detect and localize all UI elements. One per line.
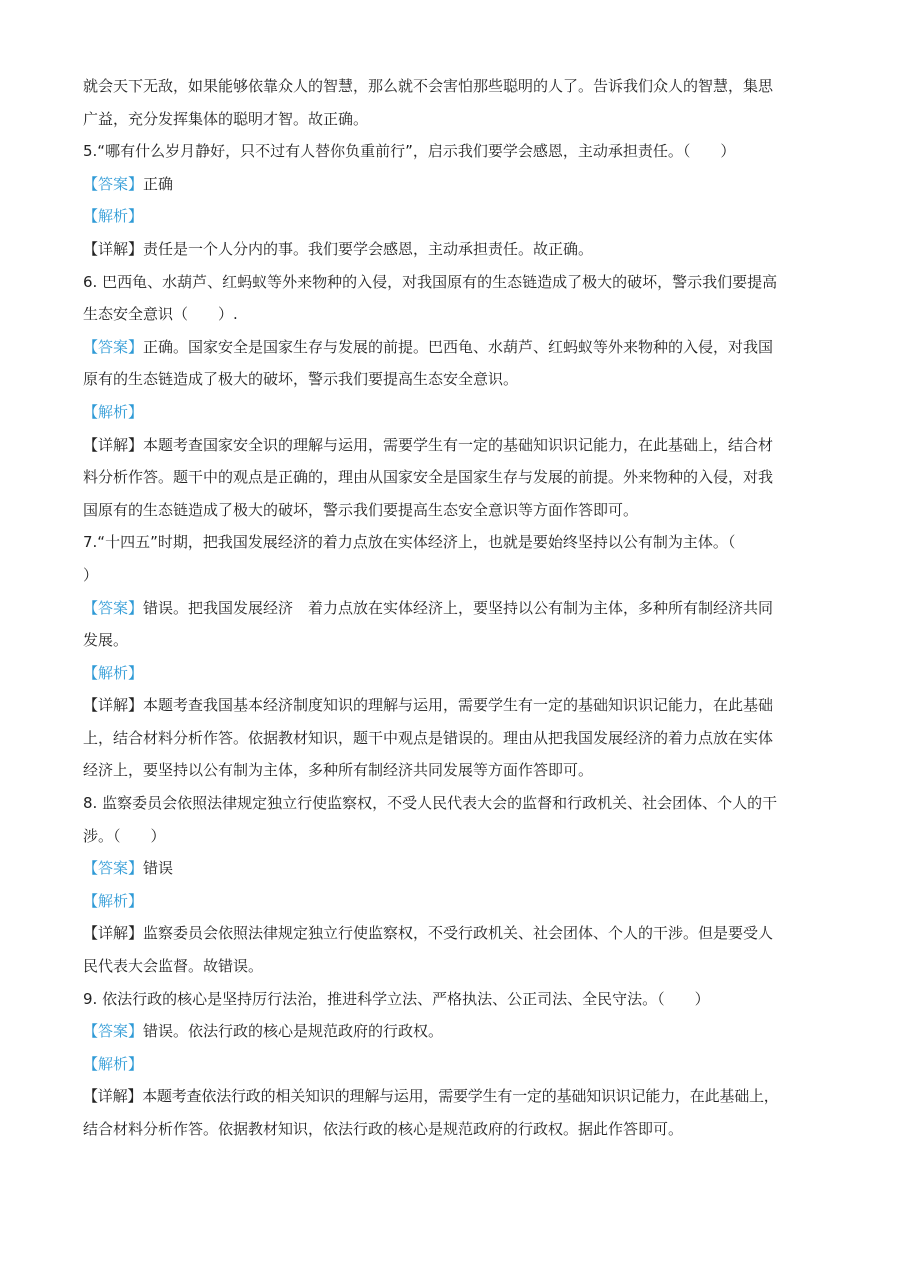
detail-6-cont: 料分析作答。题干中的观点是正确的，理由从国家安全是国家生存与发展的前提。外来物种的入侵，对我: [83, 468, 774, 487]
analysis-label: 【解析】: [83, 207, 144, 226]
question-8-cont: 涉。（ ）: [83, 826, 166, 845]
detail-label: 【详解】: [83, 1087, 143, 1106]
detail-6-cont: 国原有的生态链造成了极大的破坏，警示我们要提高生态安全意识等方面作答即可。: [83, 500, 639, 519]
detail-7-cont: 上，结合材料分析作答。依据教材知识，题干中观点是错误的。理由从把我国发展经济的着力点放在实体: [83, 728, 774, 747]
detail-7: [83, 689, 833, 722]
question-7: 7.“十四五”时期，把我国发展经济的着力点放在实体经济上，也就是要始终坚持以公有制为主体。（: [83, 533, 736, 552]
detail-label: 【详解】: [83, 239, 144, 258]
analysis-9: [83, 1048, 833, 1081]
answer-label: 【答案】: [83, 1022, 144, 1041]
question-7-cont: ）: [83, 565, 99, 584]
detail-text: 本题考查国家安全识的理解与运用，需要学生有一定的基础知识识记能力，在此基础上，结合材: [143, 435, 774, 454]
answer-9: [83, 1015, 833, 1048]
analysis-8: [83, 885, 833, 918]
detail-9-cont: 结合材料分析作答。依据教材知识，依法行政的核心是规范政府的行政权。据此作答即可。: [83, 1120, 684, 1138]
detail-text: 监察委员会依照法律规定独立行使监察权，不受行政机关、社会团体、个人的干涉。但是要受人: [143, 924, 774, 943]
detail-5: [83, 233, 833, 266]
answer-5: [83, 168, 833, 201]
answer-8: [83, 852, 833, 885]
analysis-label: 【解析】: [83, 402, 144, 421]
detail-text: 本题考查我国基本经济制度知识的理解与运用，需要学生有一定的基础知识识记能力，在此基础: [143, 696, 774, 715]
detail-text: 本题考查依法行政的相关知识的理解与运用，需要学生有一定的基础知识识记能力，在此基础上，: [142, 1087, 779, 1106]
analysis-7: [83, 657, 833, 690]
detail-8: [83, 917, 833, 950]
answer-text: 错误: [143, 859, 174, 878]
answer-6: [83, 331, 833, 364]
answer-text: 错误。依法行政的核心是规范政府的行政权。: [143, 1022, 444, 1041]
detail-6: [83, 429, 833, 462]
detail-9: [83, 1080, 833, 1113]
answer-6-cont: 原有的生态链造成了极大的破坏，警示我们要提高生态安全意识。: [83, 370, 519, 389]
detail-label: 【详解】: [83, 924, 144, 943]
analysis-label: 【解析】: [83, 663, 144, 682]
answer-text: 正确: [143, 174, 174, 193]
analysis-label: 【解析】: [83, 1054, 144, 1073]
text-line: 就会天下无敌，如果能够依靠众人的智慧，那么就不会害怕那些聪明的人了。告诉我们众人的智慧，集思: [83, 77, 774, 95]
text-line: 广益，充分发挥集体的聪明才智。故正确。: [83, 109, 369, 128]
detail-text: 责任是一个人分内的事。我们要学会感恩，主动承担责任。故正确。: [143, 239, 594, 258]
answer-label: 【答案】: [83, 337, 144, 356]
analysis-5: [83, 200, 833, 233]
detail-7-cont: 经济上，要坚持以公有制为主体，多种所有制经济共同发展等方面作答即可。: [83, 761, 594, 780]
answer-label: 【答案】: [83, 859, 144, 878]
document-page: [83, 70, 833, 1146]
question-5: 5.“哪有什么岁月静好，只不过有人替你负重前行”，启示我们要学会感恩，主动承担责任。（ ）: [83, 142, 736, 161]
answer-label: 【答案】: [83, 598, 144, 617]
question-6-cont: 生态安全意识（ ）.: [83, 305, 238, 324]
question-6: 6. 巴西龟、水葫芦、红蚂蚁等外来物种的入侵，对我国原有的生态链造成了极大的破坏，警示我们要提高: [83, 272, 778, 291]
detail-8-cont: 民代表大会监督。故错误。: [83, 957, 264, 976]
answer-text: 错误。把我国发展经济 着力点放在实体经济上，要坚持以公有制为主体，多种所有制经济共同: [143, 598, 774, 617]
question-9: 9. 依法行政的核心是坚持厉行法治，推进科学立法、严格执法、公正司法、全民守法。（ ）: [83, 989, 710, 1008]
answer-7-cont: 发展。: [83, 631, 129, 650]
answer-7: [83, 592, 833, 625]
detail-label: 【详解】: [83, 696, 144, 715]
detail-label: 【详解】: [83, 435, 144, 454]
answer-text: 正确。国家安全是国家生存与发展的前提。巴西龟、水葫芦、红蚂蚁等外来物种的入侵，对我国: [143, 337, 774, 356]
analysis-6: [83, 396, 833, 429]
analysis-label: 【解析】: [83, 891, 144, 910]
answer-label: 【答案】: [83, 174, 144, 193]
question-8: 8. 监察委员会依照法律规定独立行使监察权，不受人民代表大会的监督和行政机关、社会团体、个人的干: [83, 794, 778, 813]
